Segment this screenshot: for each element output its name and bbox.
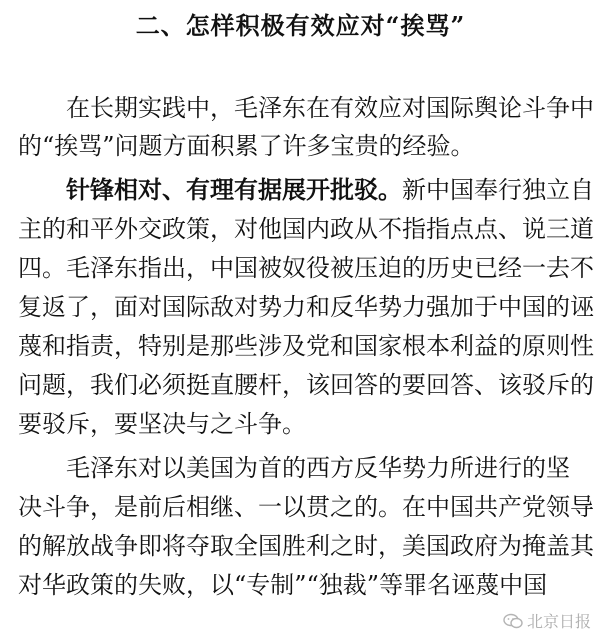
paragraph-1-line-2: 的“挨骂”问题方面积累了许多宝贵的经验。 — [18, 132, 475, 160]
paragraph-2-line-4: 复返了，面对国际敌对势力和反华势力强加于中国的诬 — [18, 293, 594, 321]
watermark-text: 北京日报 — [526, 612, 591, 631]
paragraph-2-line-7: 要驳斥，要坚决与之斗争。 — [18, 410, 306, 438]
paragraph-3-line-2: 决斗争，是前后相继、一以贯之的。在中国共产党领导 — [18, 493, 594, 521]
wechat-icon — [503, 613, 523, 629]
paragraph-3-line-3: 的解放战争即将夺取全国胜利之时，美国政府为掩盖其 — [18, 532, 594, 560]
watermark — [503, 609, 591, 632]
paragraph-2-line-1 — [66, 174, 594, 206]
paragraph-3-line-4: 对华政策的失败，以“专制”“独裁”等罪名诬蔑中国 — [18, 571, 548, 599]
paragraph-2-line-1-rest: 新中国奉行独立自 — [402, 176, 594, 204]
paragraph-2-line-2: 主的和平外交政策，对他国内政从不指指点点、说三道 — [18, 215, 594, 243]
paragraph-2-lead-bold: 针锋相对、有理有据展开批驳。 — [66, 175, 402, 204]
paragraph-1-line-1: 在长期实践中，毛泽东在有效应对国际舆论斗争中 — [66, 94, 594, 122]
paragraph-3-line-1: 毛泽东对以美国为首的西方反华势力所进行的坚 — [66, 454, 570, 482]
paragraph-2-line-5: 蔑和指责，特别是那些涉及党和国家根本利益的原则性 — [18, 332, 594, 360]
paragraph-2-line-6: 问题，我们必须挺直腰杆，该回答的要回答、该驳斥的 — [18, 371, 594, 399]
paragraph-2-line-3: 四。毛泽东指出，中国被奴役被压迫的历史已经一去不 — [18, 254, 594, 282]
section-heading: 二、怎样积极有效应对“挨骂” — [135, 11, 466, 40]
